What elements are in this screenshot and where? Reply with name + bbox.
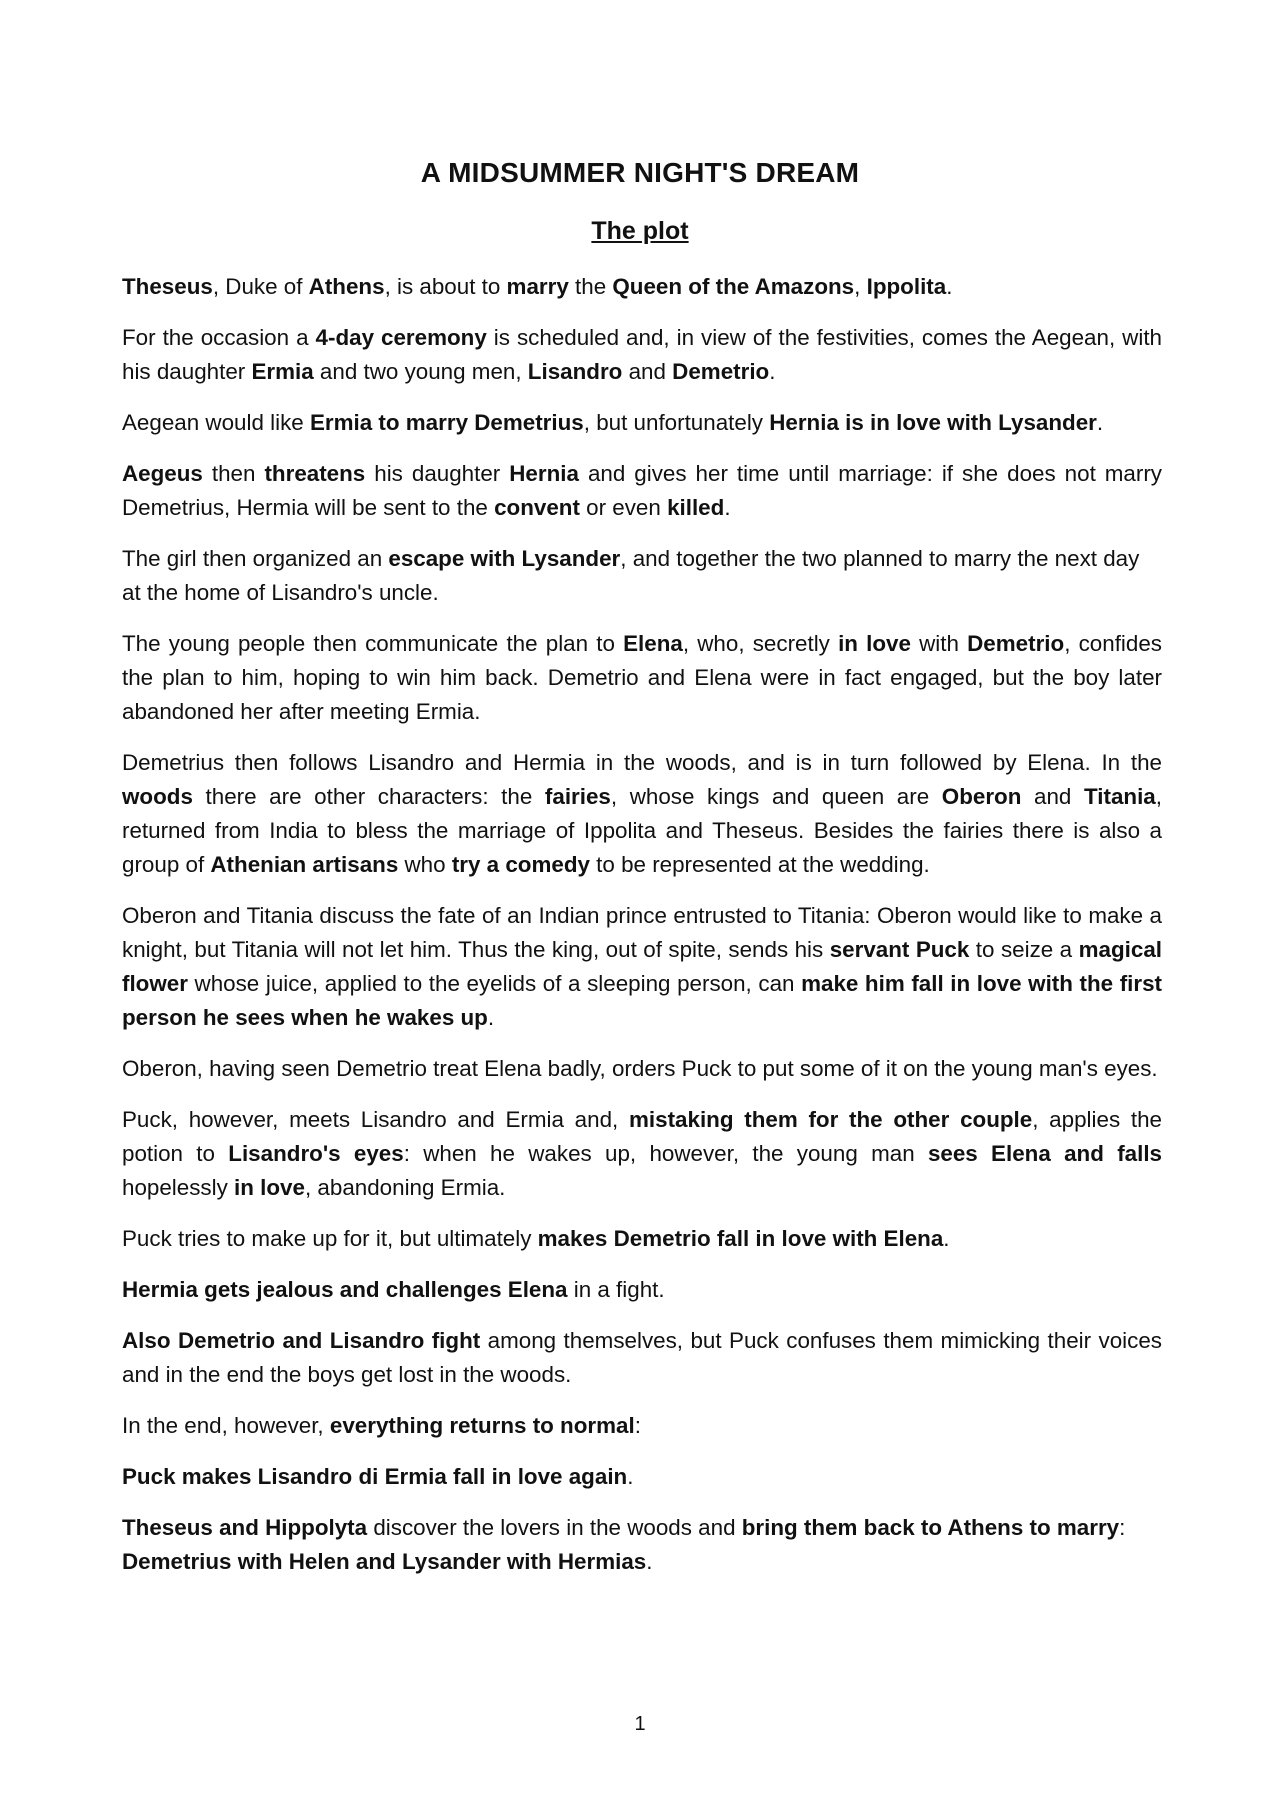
text-run: and two young men, <box>313 359 528 384</box>
text-run: Puck, however, meets Lisandro and Ermia and, <box>122 1107 629 1132</box>
bold-text: Demetrio <box>967 631 1065 656</box>
text-run: . <box>946 274 953 299</box>
text-run: . <box>1096 410 1104 435</box>
bold-text: Ermia <box>251 359 314 384</box>
text-run: : <box>634 1413 641 1438</box>
text-run: , confides the plan to him, hoping to win him back. Demetrio and Elena were in fact engaged, but the boy later abandoned her after meeting Ermia. <box>122 631 1162 724</box>
paragraph <box>122 321 1162 389</box>
paragraph <box>122 270 1162 304</box>
bold-text: Puck makes Lisandro di Ermia fall in love again <box>122 1464 628 1489</box>
text-run: For the occasion a <box>122 325 316 350</box>
bold-text: Hernia is in love with Lysander <box>769 410 1097 435</box>
paragraph <box>122 1511 1162 1579</box>
bold-text: in love <box>234 1175 305 1200</box>
text-run: , <box>854 274 867 299</box>
bold-text: everything returns to normal <box>329 1413 635 1438</box>
bold-text: Oberon <box>941 784 1022 809</box>
bold-text: Demetrius with Helen and Lysander with Hermias <box>122 1549 647 1574</box>
bold-text: Theseus <box>122 274 213 299</box>
bold-text: 4-day ceremony <box>315 325 487 350</box>
text-run: whose juice, applied to the eyelids of a sleeping person, can <box>187 971 802 996</box>
text-run: The girl then organized an <box>122 546 389 571</box>
paragraph <box>122 899 1162 1035</box>
text-run: among themselves, but Puck confuses them mimicking their voices and in the end the boys get lost in the woods. <box>122 1328 1162 1387</box>
text-run: The young people then communicate the plan to <box>122 631 624 656</box>
text-run: discover the lovers in the woods and <box>367 1515 742 1540</box>
text-run: to be represented at the wedding. <box>589 852 930 877</box>
bold-text: Ermia to marry Demetrius <box>309 410 584 435</box>
text-run: then <box>202 461 265 486</box>
bold-text: in love <box>838 631 911 656</box>
text-run: . <box>627 1464 634 1489</box>
bold-text: Elena <box>623 631 683 656</box>
paragraph <box>122 1460 1162 1494</box>
bold-text: killed <box>667 495 725 520</box>
text-run: . <box>487 1005 495 1030</box>
text-run: , abandoning Ermia. <box>304 1175 506 1200</box>
text-run: , and together the two planned to marry the next day at the home of Lisandro's uncle. <box>122 546 1140 605</box>
bold-text: convent <box>494 495 580 520</box>
document-body <box>122 270 1162 1596</box>
bold-text: try a comedy <box>451 852 590 877</box>
bold-text: Titania <box>1084 784 1156 809</box>
text-run: . <box>724 495 731 520</box>
paragraph <box>122 406 1162 440</box>
bold-text: Hernia <box>509 461 579 486</box>
text-run: to seize a <box>969 937 1079 962</box>
bold-text: Demetrio <box>672 359 770 384</box>
bold-text: threatens <box>264 461 366 486</box>
document-title: A MIDSUMMER NIGHT'S DREAM <box>420 157 860 188</box>
text-run: , whose kings and queen are <box>610 784 942 809</box>
bold-text: Ippolita <box>866 274 947 299</box>
bold-text: marry <box>506 274 569 299</box>
bold-text: Lisandro's eyes <box>228 1141 404 1166</box>
bold-text: Theseus and Hippolyta <box>122 1515 368 1540</box>
paragraph <box>122 1222 1162 1256</box>
paragraph <box>122 1103 1162 1205</box>
bold-text: Lisandro <box>527 359 623 384</box>
text-run: , applies the potion to <box>122 1107 1162 1166</box>
bold-text: Athens <box>308 274 385 299</box>
text-run: , but unfortunately <box>583 410 770 435</box>
text-run: is scheduled and, in view of the festivities, comes the Aegean, with his daughter <box>122 325 1163 384</box>
text-run: who <box>398 852 452 877</box>
text-run: Demetrius then follows Lisandro and Hermia in the woods, and is in turn followed by Elena. In the <box>122 750 1162 775</box>
paragraph <box>122 1052 1162 1086</box>
text-run: Oberon and Titania discuss the fate of an Indian prince entrusted to Titania: Oberon would like to make a knight, but Titania will not let him. Thus the king, out of spite, sends his <box>122 903 1162 962</box>
bold-text: escape with Lysander <box>388 546 621 571</box>
text-run: Aegean would like <box>122 410 310 435</box>
bold-text: mistaking them for the other couple <box>629 1107 1033 1132</box>
bold-text: bring them back to Athens to marry <box>741 1515 1120 1540</box>
text-run: . <box>943 1226 950 1251</box>
bold-text: Aegeus <box>122 461 203 486</box>
text-run: his daughter <box>365 461 510 486</box>
text-run: : <box>1119 1515 1126 1540</box>
bold-text: magical flower <box>122 937 1162 996</box>
text-run: or even <box>579 495 668 520</box>
bold-text: servant Puck <box>829 937 970 962</box>
bold-text: sees Elena and falls <box>927 1141 1163 1166</box>
document-subtitle: The plot <box>591 217 689 245</box>
paragraph <box>122 1409 1162 1443</box>
paragraph <box>122 627 1162 729</box>
bold-text: Queen of the Amazons <box>612 274 855 299</box>
text-run: , returned from India to bless the marriage of Ippolita and Theseus. Besides the fairies there is also a group of <box>122 784 1162 877</box>
bold-text: make him fall in love with the first person he sees when he wakes up <box>122 971 1163 1030</box>
text-run: with <box>910 631 968 656</box>
paragraph <box>122 457 1162 525</box>
text-run: , Duke of <box>212 274 309 299</box>
text-run: there are other characters: the <box>192 784 545 809</box>
text-run: and gives her time until marriage: if she does not marry Demetrius, Hermia will be sent to the <box>122 461 1162 520</box>
text-run: in a fight. <box>567 1277 665 1302</box>
text-run: and <box>1021 784 1084 809</box>
page-number: 1 <box>634 1713 646 1735</box>
text-run: , who, secretly <box>682 631 839 656</box>
text-run: and <box>622 359 673 384</box>
text-run: Oberon, having seen Demetrio treat Elena badly, orders Puck to put some of it on the young man's eyes. <box>122 1056 1158 1081</box>
bold-text: fairies <box>544 784 611 809</box>
bold-text: makes Demetrio fall in love with Elena <box>537 1226 944 1251</box>
text-run: the <box>568 274 613 299</box>
text-run: hopelessly <box>122 1175 235 1200</box>
bold-text: Athenian artisans <box>210 852 399 877</box>
text-run: : when he wakes up, however, the young man <box>403 1141 928 1166</box>
text-run: Puck tries to make up for it, but ultimately <box>122 1226 538 1251</box>
bold-text: Hermia gets jealous and challenges Elena <box>122 1277 568 1302</box>
text-run: . <box>769 359 776 384</box>
paragraph <box>122 542 1162 610</box>
text-run: , is about to <box>384 274 507 299</box>
paragraph <box>122 746 1162 882</box>
bold-text: woods <box>122 784 193 809</box>
text-run: In the end, however, <box>122 1413 330 1438</box>
text-run: . <box>646 1549 653 1574</box>
bold-text: Also Demetrio and Lisandro fight <box>122 1328 481 1353</box>
paragraph <box>122 1273 1162 1307</box>
paragraph <box>122 1324 1162 1392</box>
